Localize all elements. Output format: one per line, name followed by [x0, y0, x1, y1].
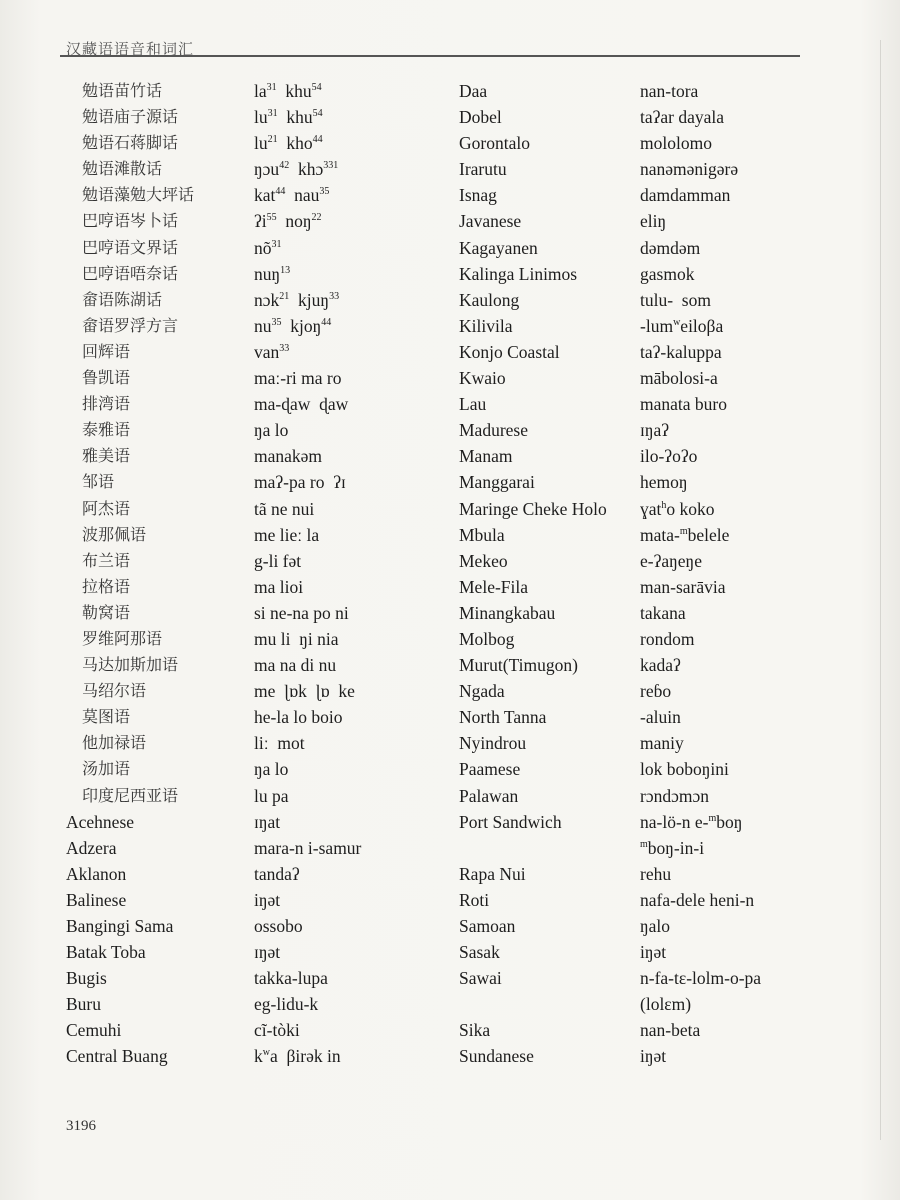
word-text: me lieː la — [254, 524, 320, 545]
word-form — [254, 913, 454, 939]
word-text: hemoŋ — [640, 472, 688, 493]
word-text: van — [254, 341, 280, 362]
language-name: 鲁凯语 — [82, 368, 131, 388]
word-text: takana — [640, 602, 686, 623]
word-text: nɔk — [254, 289, 280, 310]
word-text: kat — [254, 185, 276, 206]
word-text: tã ne nui — [254, 498, 315, 519]
word-text: khɔ — [289, 159, 324, 180]
word-form — [640, 913, 840, 939]
word-text: takka-lupa — [254, 968, 328, 989]
word-form — [254, 104, 454, 130]
language-name: Sika — [459, 1020, 491, 1041]
language-name: 勉语藻勉大坪话 — [82, 185, 195, 205]
language-name: Kwaio — [459, 368, 506, 389]
word-form-column-2 — [640, 78, 840, 1070]
word-form — [640, 365, 840, 391]
language-name: Balinese — [66, 889, 127, 910]
word-text: rɔndɔmɔn — [640, 785, 709, 806]
word-text: ŋa lo — [254, 759, 289, 780]
word-form — [640, 730, 840, 756]
superscript: 35 — [319, 186, 330, 198]
word-form — [254, 1017, 454, 1043]
language-name: Madurese — [459, 420, 529, 441]
language-name: 罗维阿那语 — [82, 628, 163, 648]
word-form — [254, 991, 454, 1017]
word-form — [254, 730, 454, 756]
language-name: Bugis — [66, 968, 107, 989]
language-name: Palawan — [459, 785, 519, 806]
word-form — [640, 443, 840, 469]
language-name: Gorontalo — [459, 133, 530, 154]
word-text: lu — [254, 107, 268, 128]
language-name: Kilivila — [459, 315, 513, 336]
word-text: na-lö-n e- — [640, 811, 709, 832]
language-name: Kagayanen — [459, 237, 538, 258]
word-form — [640, 130, 840, 156]
word-text: manata buro — [640, 394, 727, 415]
word-form — [254, 496, 454, 522]
superscript: 13 — [280, 264, 291, 276]
word-form — [640, 574, 840, 600]
language-name: Dobel — [459, 107, 502, 128]
word-text: ŋɔu — [254, 159, 280, 180]
language-name — [459, 835, 639, 861]
language-name: Bangingi Sama — [66, 916, 174, 936]
word-text: ŋa lo — [254, 420, 289, 441]
word-form — [640, 287, 840, 313]
language-name: 雅美语 — [82, 446, 131, 466]
word-text: ɣat — [640, 498, 662, 519]
word-form — [640, 835, 840, 861]
word-text: la — [254, 81, 267, 101]
word-text: tandaʔ — [254, 863, 300, 884]
superscript: m — [708, 812, 717, 824]
word-text: nan-beta — [640, 1020, 701, 1041]
word-form — [254, 339, 454, 365]
word-text: khu — [276, 81, 312, 101]
word-text: ma-ɖaw ɖaw — [254, 394, 349, 415]
word-text: iŋət — [254, 889, 281, 910]
superscript: w — [673, 316, 681, 328]
word-form — [640, 887, 840, 913]
word-form — [254, 652, 454, 678]
word-text: ma na di nu — [254, 655, 337, 676]
word-text: lu — [254, 133, 268, 154]
language-name: 勉语石蒋脚话 — [82, 133, 179, 153]
word-text: mara-n i-samur — [254, 837, 362, 858]
word-form — [640, 652, 840, 678]
language-name: Mbula — [459, 524, 505, 545]
superscript: 21 — [279, 290, 290, 302]
language-name: Molbog — [459, 628, 515, 649]
language-name: 巴哼语唔奈话 — [82, 263, 179, 283]
word-form — [640, 417, 840, 443]
word-form — [254, 313, 454, 339]
language-name: 排湾语 — [82, 394, 131, 414]
language-name: Central Buang — [66, 1046, 168, 1067]
word-text: taʔ-kaluppa — [640, 341, 722, 362]
language-name: Kaulong — [459, 289, 520, 310]
word-text: nafa-dele heni-n — [640, 889, 755, 910]
word-form — [254, 391, 454, 417]
language-name: Aklanon — [66, 863, 127, 884]
word-text: dəmdəm — [640, 237, 701, 258]
language-name: 马绍尔语 — [82, 681, 147, 701]
language-name: 畲语罗浮方言 — [82, 315, 179, 335]
language-name: Roti — [459, 889, 490, 910]
language-name: 勉语庙子源话 — [82, 107, 179, 127]
word-text: n-fa-tɛ-lolm-o-pa — [640, 968, 762, 989]
superscript: 331 — [323, 160, 339, 172]
word-text: mololomo — [640, 133, 712, 154]
word-form — [640, 1043, 840, 1069]
word-form — [640, 391, 840, 417]
language-name: 回辉语 — [82, 341, 131, 361]
language-name: Lau — [459, 394, 487, 415]
word-text: gasmok — [640, 263, 695, 284]
word-text: tulu- som — [640, 289, 711, 310]
running-header: 汉藏语语音和词汇 — [66, 42, 195, 58]
word-text: eg-lidu-k — [254, 994, 319, 1015]
word-text: rehu — [640, 863, 672, 884]
word-text: me ɭɒk ɭɒ ke — [254, 681, 355, 702]
superscript: 31 — [271, 238, 282, 250]
word-form — [254, 574, 454, 600]
language-name: Mele-Fila — [459, 576, 529, 597]
word-text: boŋ — [716, 811, 743, 832]
language-name-column-1 — [66, 78, 246, 1070]
language-name: Sawai — [459, 968, 502, 989]
word-form — [254, 600, 454, 626]
word-text: kho — [277, 133, 313, 154]
word-text: khu — [277, 107, 313, 128]
language-name: 印度尼西亚语 — [82, 785, 179, 805]
word-form — [640, 313, 840, 339]
language-name: Javanese — [459, 211, 522, 232]
language-name: Paamese — [459, 759, 521, 780]
language-name: 巴哼语岑卜话 — [82, 211, 179, 231]
superscript: 33 — [279, 342, 290, 354]
word-text: maniy — [640, 733, 684, 754]
word-text: ɪŋaʔ — [640, 420, 670, 441]
language-name: Nyindrou — [459, 733, 527, 754]
superscript: 54 — [311, 82, 322, 93]
superscript: 31 — [266, 82, 277, 93]
word-form — [640, 469, 840, 495]
word-text: (lolɛm) — [640, 994, 692, 1015]
word-form — [254, 704, 454, 730]
word-text: ɪŋət — [254, 942, 281, 963]
word-text: he-la lo boio — [254, 707, 343, 728]
word-text: kjoŋ — [281, 315, 322, 336]
language-name: Sundanese — [459, 1046, 534, 1067]
word-text: mata- — [640, 524, 680, 545]
word-text: eiloβa — [680, 315, 724, 336]
language-name: Minangkabau — [459, 602, 556, 623]
language-name: Maringe Cheke Holo — [459, 498, 607, 519]
word-form — [640, 522, 840, 548]
word-form — [640, 991, 840, 1017]
word-form — [254, 417, 454, 443]
word-text: eliŋ — [640, 211, 667, 232]
superscript: 35 — [271, 316, 282, 328]
word-form — [640, 182, 840, 208]
word-text: boŋ-in-i — [647, 837, 705, 858]
language-name: Irarutu — [459, 159, 507, 180]
word-text: damdamman — [640, 185, 731, 206]
language-name: 阿杰语 — [82, 498, 131, 518]
page-edge-shadow — [880, 40, 881, 1140]
word-form — [640, 235, 840, 261]
language-name: Kalinga Linimos — [459, 263, 578, 284]
word-text: nau — [285, 185, 320, 206]
language-name: 汤加语 — [82, 759, 131, 779]
word-form — [254, 678, 454, 704]
word-text: e-ʔaŋeŋe — [640, 550, 702, 571]
word-text: nan-tora — [640, 81, 699, 101]
word-text: lu pa — [254, 785, 289, 806]
word-form — [254, 809, 454, 835]
language-name: Manam — [459, 446, 513, 467]
word-text: iŋət — [640, 942, 667, 963]
word-form — [640, 496, 840, 522]
word-text: kjuŋ — [289, 289, 330, 310]
word-text: ʔi — [254, 211, 267, 232]
word-form — [254, 626, 454, 652]
language-name: Rapa Nui — [459, 863, 526, 884]
word-text: ilo-ʔoʔo — [640, 446, 698, 467]
word-text: liː mot — [254, 733, 305, 754]
word-form — [640, 339, 840, 365]
word-form — [640, 704, 840, 730]
word-form — [640, 756, 840, 782]
word-text: belele — [687, 524, 730, 545]
language-name: 莫图语 — [82, 707, 131, 727]
word-form — [254, 783, 454, 809]
word-form — [640, 208, 840, 234]
word-text: -aluin — [640, 707, 681, 728]
word-form — [254, 78, 454, 104]
superscript: 21 — [267, 134, 278, 146]
word-form-column-1 — [254, 78, 454, 1070]
word-text: maː-ri ma ro — [254, 368, 342, 389]
word-text: nuŋ — [254, 263, 281, 284]
word-form — [640, 783, 840, 809]
language-name: Adzera — [66, 837, 117, 858]
language-name-column-2 — [459, 78, 639, 1070]
word-form — [640, 104, 840, 130]
language-name: 勒窝语 — [82, 602, 131, 622]
language-name: 勉语苗竹话 — [82, 81, 163, 100]
word-text: nu — [254, 315, 272, 336]
language-name: 马达加斯加语 — [82, 655, 179, 675]
word-form — [640, 261, 840, 287]
word-form — [254, 261, 454, 287]
word-text: si ne-na po ni — [254, 602, 349, 623]
word-form — [254, 287, 454, 313]
language-name: 邹语 — [82, 472, 115, 492]
word-text: k — [254, 1046, 263, 1067]
word-text: mu li ŋi nia — [254, 628, 339, 649]
superscript: 54 — [312, 108, 323, 120]
word-form — [640, 939, 840, 965]
superscript: 44 — [312, 134, 323, 146]
word-text: rondom — [640, 628, 695, 649]
language-name: 巴哼语文界话 — [82, 237, 179, 257]
word-form — [254, 965, 454, 991]
word-form — [640, 678, 840, 704]
language-name: North Tanna — [459, 707, 547, 728]
superscript: 44 — [275, 186, 286, 198]
word-form — [254, 522, 454, 548]
word-text: manakəm — [254, 446, 323, 467]
word-text: ossobo — [254, 916, 303, 936]
word-form — [640, 965, 840, 991]
superscript: m — [679, 525, 688, 537]
language-name: 拉格语 — [82, 576, 131, 596]
superscript: h — [661, 499, 667, 511]
language-name: 波那佩语 — [82, 524, 147, 544]
language-name: Buru — [66, 994, 101, 1015]
language-name: Mekeo — [459, 550, 508, 571]
superscript: w — [262, 1047, 270, 1059]
word-form — [640, 78, 840, 104]
word-text: ɪŋat — [254, 811, 281, 832]
word-text: -lum — [640, 315, 674, 336]
language-name: 他加禄语 — [82, 733, 147, 753]
word-text: lok boboŋini — [640, 759, 729, 780]
word-form — [254, 939, 454, 965]
word-text: ŋalo — [640, 916, 671, 936]
language-name: 勉语滩散话 — [82, 159, 163, 179]
language-name: 泰雅语 — [82, 420, 131, 440]
word-form — [254, 156, 454, 182]
word-form — [254, 208, 454, 234]
superscript: 22 — [311, 212, 322, 224]
word-text: nanəmənigərə — [640, 159, 739, 180]
superscript: m — [640, 838, 648, 850]
word-text: o koko — [666, 498, 715, 519]
language-name: Manggarai — [459, 472, 535, 493]
word-form — [640, 156, 840, 182]
superscript: 55 — [266, 212, 277, 224]
language-name: Ngada — [459, 681, 505, 702]
word-text: cĩ-tòki — [254, 1020, 300, 1041]
word-text: ma lioi — [254, 576, 304, 597]
language-name: Isnag — [459, 185, 497, 206]
language-name — [459, 991, 639, 1017]
superscript: 31 — [267, 108, 278, 120]
language-name: Samoan — [459, 916, 516, 936]
word-text: iŋət — [640, 1046, 667, 1067]
language-name: Port Sandwich — [459, 811, 562, 832]
language-name: Batak Toba — [66, 942, 146, 963]
word-form — [640, 1017, 840, 1043]
language-name: Acehnese — [66, 811, 135, 832]
word-text: mābolosi-a — [640, 368, 718, 389]
page-number: 3196 — [66, 1118, 96, 1134]
word-form — [640, 861, 840, 887]
language-name: 畲语陈湖话 — [82, 289, 163, 309]
word-form — [640, 600, 840, 626]
word-form — [254, 548, 454, 574]
word-text: a βirək in — [269, 1046, 341, 1067]
word-form — [254, 861, 454, 887]
header-rule — [60, 55, 800, 57]
superscript: 33 — [329, 290, 340, 302]
word-form — [254, 469, 454, 495]
word-text: man-sarāvia — [640, 576, 726, 597]
word-form — [254, 756, 454, 782]
word-text: maʔ-pa ro ʔɪ — [254, 472, 346, 493]
language-name: Sasak — [459, 942, 500, 963]
language-name: Murut(Timugon) — [459, 655, 578, 676]
word-form — [254, 235, 454, 261]
language-name: Daa — [459, 81, 488, 101]
word-form — [254, 887, 454, 913]
superscript: 44 — [321, 316, 332, 328]
word-text: noŋ — [276, 211, 312, 232]
language-name: 布兰语 — [82, 550, 131, 570]
word-form — [254, 130, 454, 156]
word-form — [640, 548, 840, 574]
word-form — [254, 365, 454, 391]
word-form — [254, 182, 454, 208]
word-text: nõ — [254, 237, 272, 258]
word-form — [254, 1043, 454, 1069]
word-text: kadaʔ — [640, 655, 681, 676]
word-form — [640, 809, 840, 835]
language-name: Cemuhi — [66, 1020, 122, 1041]
word-form — [254, 443, 454, 469]
word-text: taʔar dayala — [640, 107, 725, 128]
word-form — [254, 835, 454, 861]
word-form — [640, 626, 840, 652]
language-name: Konjo Coastal — [459, 341, 560, 362]
superscript: 42 — [279, 160, 290, 172]
word-text: reɓo — [640, 681, 672, 702]
word-text: g-li fət — [254, 550, 302, 571]
